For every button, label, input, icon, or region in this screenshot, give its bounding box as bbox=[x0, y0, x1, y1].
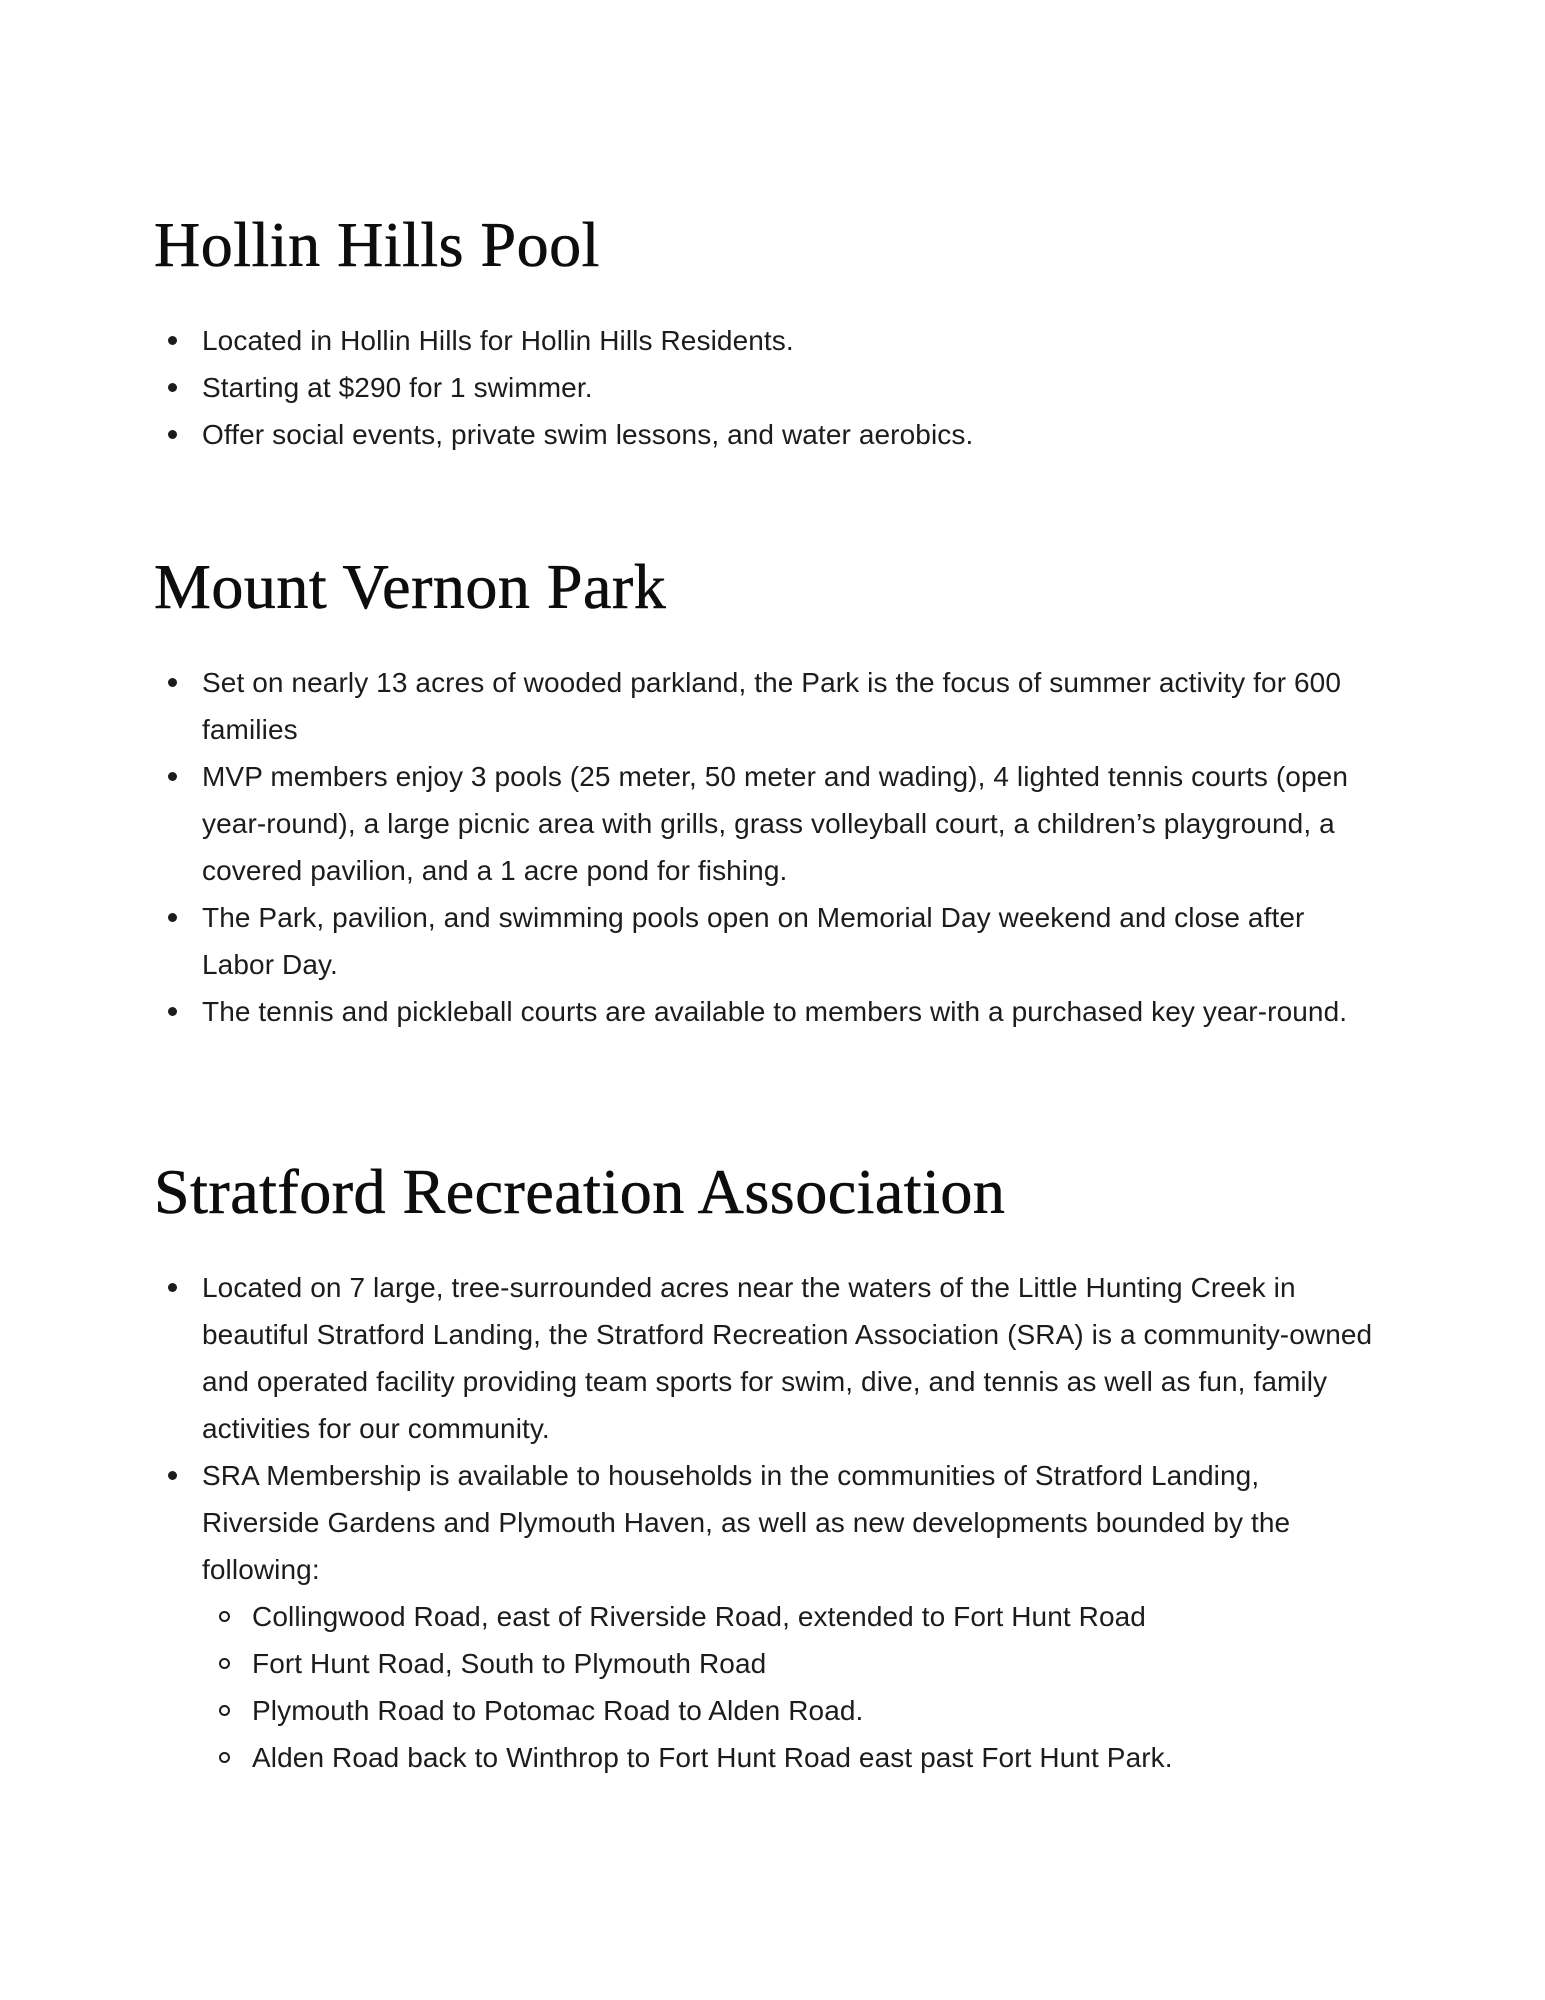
list-item-text: Starting at $290 for 1 swimmer. bbox=[202, 372, 593, 403]
sub-list-item bbox=[202, 1640, 1374, 1687]
list-item-text: Located on 7 large, tree-surrounded acres near the waters of the Little Hunting Creek in beautiful Stratford Landing, the Stratford Recreation Association (SRA) is a community-owned and operated facility providing team sports for swim, dive, and tennis as well as fun, family activities for our community. bbox=[202, 1272, 1373, 1444]
sub-list-item-text: Plymouth Road to Potomac Road to Alden Road. bbox=[252, 1695, 864, 1726]
bullet-icon bbox=[168, 1007, 177, 1016]
list-item-text: SRA Membership is available to households in the communities of Stratford Landing, Riverside Gardens and Plymouth Haven, as well as new developments bounded by the following: bbox=[202, 1460, 1291, 1585]
sub-bullet-list bbox=[202, 1593, 1374, 1781]
bullet-icon bbox=[168, 913, 177, 922]
sub-list-item bbox=[202, 1687, 1374, 1734]
section-mount-vernon-park bbox=[154, 547, 1374, 1035]
list-item bbox=[154, 364, 1374, 411]
list-item-text: Offer social events, private swim lessons, and water aerobics. bbox=[202, 419, 974, 450]
section-stratford-recreation-association bbox=[154, 1152, 1374, 1781]
list-item bbox=[154, 317, 1374, 364]
bullet-icon bbox=[168, 678, 177, 687]
bullet-list bbox=[154, 659, 1374, 1035]
section-heading: Stratford Recreation Association bbox=[154, 1156, 1006, 1227]
bullet-list bbox=[154, 1264, 1374, 1781]
list-item bbox=[154, 411, 1374, 458]
bullet-icon bbox=[168, 430, 177, 439]
bullet-list bbox=[154, 317, 1374, 458]
list-item-text: MVP members enjoy 3 pools (25 meter, 50 meter and wading), 4 lighted tennis courts (open year-round), a large picnic area with grills, grass volleyball court, a children’s playground, a covered pavilion, and a 1 acre pond for fishing. bbox=[202, 761, 1348, 886]
bullet-icon bbox=[168, 1471, 177, 1480]
bullet-icon bbox=[168, 772, 177, 781]
sub-list-item-text: Alden Road back to Winthrop to Fort Hunt Road east past Fort Hunt Park. bbox=[252, 1742, 1173, 1773]
list-item bbox=[154, 659, 1374, 753]
sub-list-item bbox=[202, 1593, 1374, 1640]
hollow-bullet-icon bbox=[219, 1752, 230, 1763]
sub-list-item-text: Fort Hunt Road, South to Plymouth Road bbox=[252, 1648, 767, 1679]
list-item bbox=[154, 894, 1374, 988]
hollow-bullet-icon bbox=[219, 1705, 230, 1716]
list-item-text: The tennis and pickleball courts are available to members with a purchased key year-round. bbox=[202, 996, 1348, 1027]
list-item bbox=[154, 1264, 1374, 1452]
list-item bbox=[154, 753, 1374, 894]
list-item-text: Located in Hollin Hills for Hollin Hills Residents. bbox=[202, 325, 794, 356]
sub-list-item bbox=[202, 1734, 1374, 1781]
section-heading: Mount Vernon Park bbox=[154, 551, 667, 622]
section-hollin-hills-pool bbox=[154, 205, 1374, 458]
list-item bbox=[154, 1452, 1374, 1781]
list-item-text: The Park, pavilion, and swimming pools open on Memorial Day weekend and close after Labor Day. bbox=[202, 902, 1305, 980]
section-heading: Hollin Hills Pool bbox=[154, 209, 600, 280]
hollow-bullet-icon bbox=[219, 1611, 230, 1622]
list-item bbox=[154, 988, 1374, 1035]
bullet-icon bbox=[168, 1283, 177, 1292]
list-item-text: Set on nearly 13 acres of wooded parkland, the Park is the focus of summer activity for 600 families bbox=[202, 667, 1342, 745]
bullet-icon bbox=[168, 383, 177, 392]
bullet-icon bbox=[168, 336, 177, 345]
hollow-bullet-icon bbox=[219, 1658, 230, 1669]
sub-list-item-text: Collingwood Road, east of Riverside Road, extended to Fort Hunt Road bbox=[252, 1601, 1146, 1632]
